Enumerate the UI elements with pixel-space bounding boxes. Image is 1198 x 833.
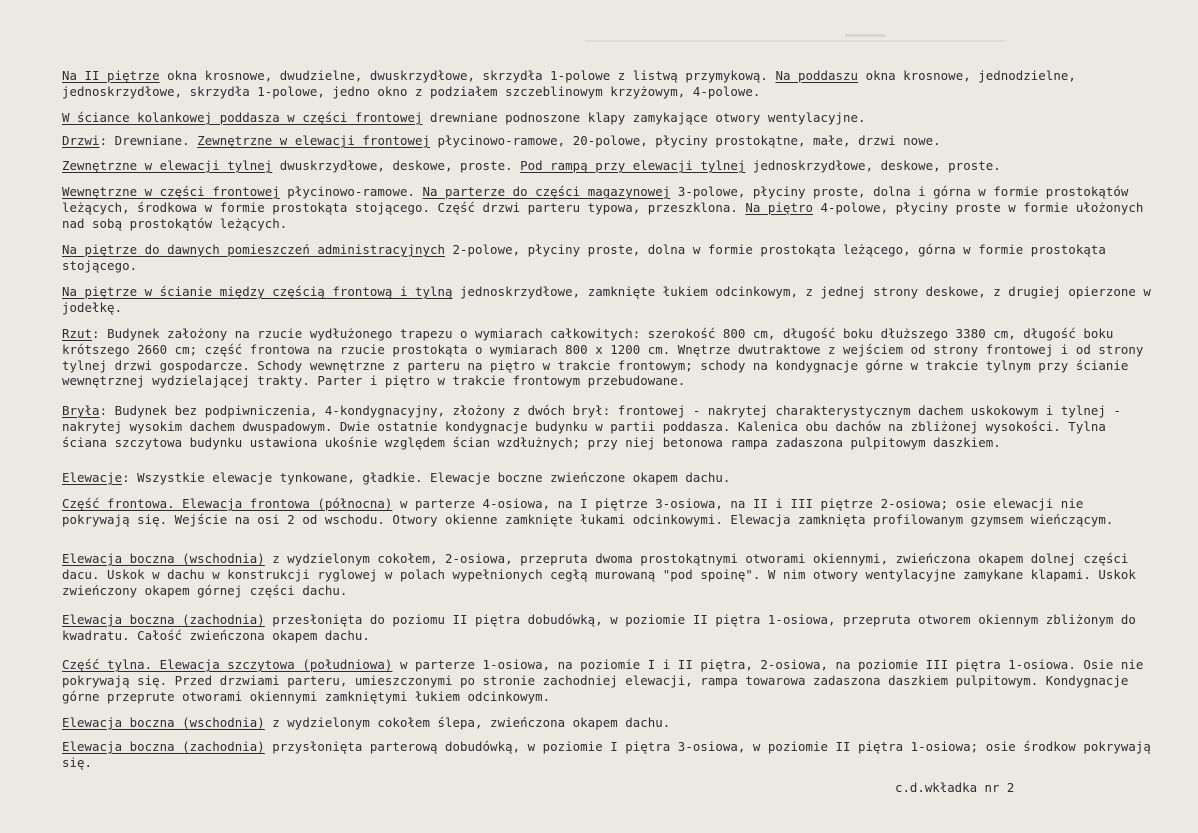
faint-bleed-through — [585, 40, 1005, 54]
body-text: z wydzielonym cokołem, 2-osiowa, przepruta dwoma prostokątnymi otworami okiennymi, zwieńczona okapem dolnej części dacu. Uskok w dachu w konstrukcji ryglowej w polach wypełnionych cegłą murowaną "pod spoinę". W nim otwory wentylacyjne zamykane klapami. Uskok zwieńczony okapem górnej części dachu. — [62, 551, 1136, 598]
continuation-note: c.d.wkładka nr 2 — [895, 780, 1015, 795]
paragraph-vents — [62, 110, 1152, 126]
body-text: : Budynek założony na rzucie wydłużonego trapezu o wymiarach całkowitych: szerokość 800 cm, długość boku dłuższego 3380 cm, długość boku krótszego 2660 cm; część frontowa na rzucie prostokąta o wymiarach 800 x 1200 cm. Wnętrze dwutraktowe z wejściem od strony frontowej i od strony tylnej drzwi gospodarcze. Schody wewnętrzne z parteru na piętro w trakcie frontowym; schody na kondygnacje górne w trakcie tylnym przy ścianie wewnętrznej wydzielającej trakty. Parter i piętro w trakcie frontowym przebudowane. — [62, 326, 1144, 389]
paragraph-doors-rear — [62, 158, 1152, 174]
paragraph-plan — [62, 326, 1152, 389]
body-text: z wydzielonym cokołem ślepa, zwieńczona okapem dachu. — [264, 715, 671, 730]
paragraph-doors-partition — [62, 284, 1152, 316]
body-text: przysłonięta parterową dobudówką, w poziomie I piętra 3-osiowa, w poziomie II piętra 1-osiowa; osie środkow pokrywają się. — [62, 739, 1151, 770]
body-text: płycinowo-ramowe, 20-polowe, płyciny prostokątne, małe, drzwi nowe. — [430, 133, 941, 148]
paragraph-front-elevation — [62, 496, 1152, 528]
paragraph-east-elevation — [62, 551, 1152, 598]
underlined-heading: Na piętrze w ścianie między częścią frontową i tylną — [62, 284, 453, 299]
underlined-heading: Elewacja boczna (wschodnia) — [62, 715, 265, 730]
body-text: : Budynek bez podpiwniczenia, 4-kondygnacyjny, złożony z dwóch brył: frontowej - nakrytej charakterystycznym dachem uskokowym i tylnej - nakrytej wysokim dachem dwuspadowym. Dwie ostatnie kondygnacje budynku w partii poddasza. Kalenica obu dachów na zbliżonej wysokości. Tylna ściana szczytowa budynku ustawiona ukośnie względem ścian wzdłużnych; przy niej betonowa rampa zadaszona pulpitowym daszkiem. — [62, 403, 1121, 450]
paragraph-rear-west — [62, 739, 1152, 771]
body-text: przesłonięta do poziomu II piętra dobudówką, w poziomie II piętra 1-osiowa, przepruta otworem okiennym zbliżonym do kwadratu. Całość zwieńczona okapem dachu. — [62, 612, 1136, 643]
body-text: jednoskrzydłowe, zamknięte łukiem odcinkowym, z jednej strony deskowe, z drugiej opierzone w jodełkę. — [62, 284, 1151, 315]
body-text: 2-polowe, płyciny proste, dolna w formie prostokąta leżącego, górna w formie prostokąta stojącego. — [62, 242, 1106, 273]
body-text: w parterze 4-osiowa, na I piętrze 3-osiowa, na II i III piętrze 2-osiowa; osie elewacji nie pokrywają się. Wejście na osi 2 od wschodu. Otwory okienne zamknięte łukami odcinkowymi. Elewacja zamknięta profilowanym gzymsem wieńczącym. — [62, 496, 1114, 527]
underlined-heading: Na parterze do części magazynowej — [422, 184, 671, 199]
body-text: jednoskrzydłowe, deskowe, proste. — [745, 158, 1001, 173]
body-text: okna krosnowe, dwudzielne, dwuskrzydłowe, skrzydła 1-polowe z listwą przymykową. — [159, 68, 776, 83]
body-text: : Drewniane. — [99, 133, 198, 148]
body-text: 3-polowe, płyciny proste, dolna i górna w formie prostokątów leżących, środkowa w formie prostokąta stojącego. Część drzwi parteru typowa, przeszklona. — [62, 184, 1129, 215]
faint-bleed-through-mark — [845, 34, 885, 45]
paragraph-rear-east — [62, 715, 1152, 731]
paragraph-doors — [62, 133, 1152, 149]
underlined-heading: Na piętro — [745, 199, 813, 215]
paragraph-rear-elevation — [62, 657, 1152, 704]
underlined-heading: Wewnętrzne w części frontowej — [62, 184, 280, 199]
underlined-heading: Elewacje — [62, 470, 123, 485]
underlined-heading: Elewacja boczna (wschodnia) — [62, 551, 265, 566]
body-text: płycinowo-ramowe. — [279, 184, 423, 199]
body-text: 4-polowe, płyciny proste w formie ułożonych nad sobą prostokątów leżących. — [62, 199, 1144, 231]
body-text: : Wszystkie elewacje tynkowane, gładkie. Elewacje boczne zwieńczone okapem dachu. — [122, 470, 731, 485]
paragraph-doors-interior — [62, 184, 1152, 231]
paragraph-doors-admin — [62, 242, 1152, 274]
paragraph-elevations — [62, 470, 1152, 486]
body-text: w parterze 1-osiowa, na poziomie I i II piętra, 2-osiowa, na poziomie III piętra 1-osiowa. Osie nie pokrywają się. Przed drzwiami parteru, umieszczonymi po stronie zachodniej elewacji, rampa towarowa zadaszona daszkiem pulpitowym. Kondygnacje górne przeprute otworami okiennymi zamkniętymi łukiem odcinkowym. — [62, 657, 1144, 704]
body-text: okna krosnowe, jednodzielne, jednoskrzydłowe, skrzydła 1-polowe, jedno okno z podziałem szczeblinowym krzyżowym, 4-polowe. — [62, 68, 1076, 99]
paragraph-west-elevation — [62, 612, 1152, 644]
paragraph-windows-upper — [62, 68, 1152, 100]
underlined-heading: Część tylna. Elewacja szczytowa (południowa) — [62, 657, 393, 672]
underlined-heading: Zewnętrzne w elewacji frontowej — [197, 133, 431, 148]
underlined-heading: Na piętrze do dawnych pomieszczeń administracyjnych — [62, 242, 445, 257]
underlined-heading: W ściance kolankowej poddasza w części frontowej — [62, 110, 423, 125]
body-text: drewniane podnoszone klapy zamykające otwory wentylacyjne. — [422, 110, 866, 125]
underlined-heading: Elewacja boczna (zachodnia) — [62, 739, 265, 754]
underlined-heading: Część frontowa. Elewacja frontowa (północna) — [62, 496, 393, 511]
paragraph-massing — [62, 403, 1152, 450]
underlined-heading: Elewacja boczna (zachodnia) — [62, 612, 265, 627]
underlined-heading: Na poddaszu — [775, 68, 859, 83]
underlined-heading: Pod rampą przy elewacji tylnej — [520, 158, 746, 173]
underlined-heading: Bryła — [62, 403, 100, 418]
body-text: dwuskrzydłowe, deskowe, proste. — [272, 158, 521, 173]
underlined-heading: Na II piętrze — [62, 68, 160, 83]
underlined-heading: Drzwi — [62, 133, 100, 148]
underlined-heading: Rzut — [62, 326, 93, 341]
underlined-heading: Zewnętrzne w elewacji tylnej — [62, 158, 273, 173]
